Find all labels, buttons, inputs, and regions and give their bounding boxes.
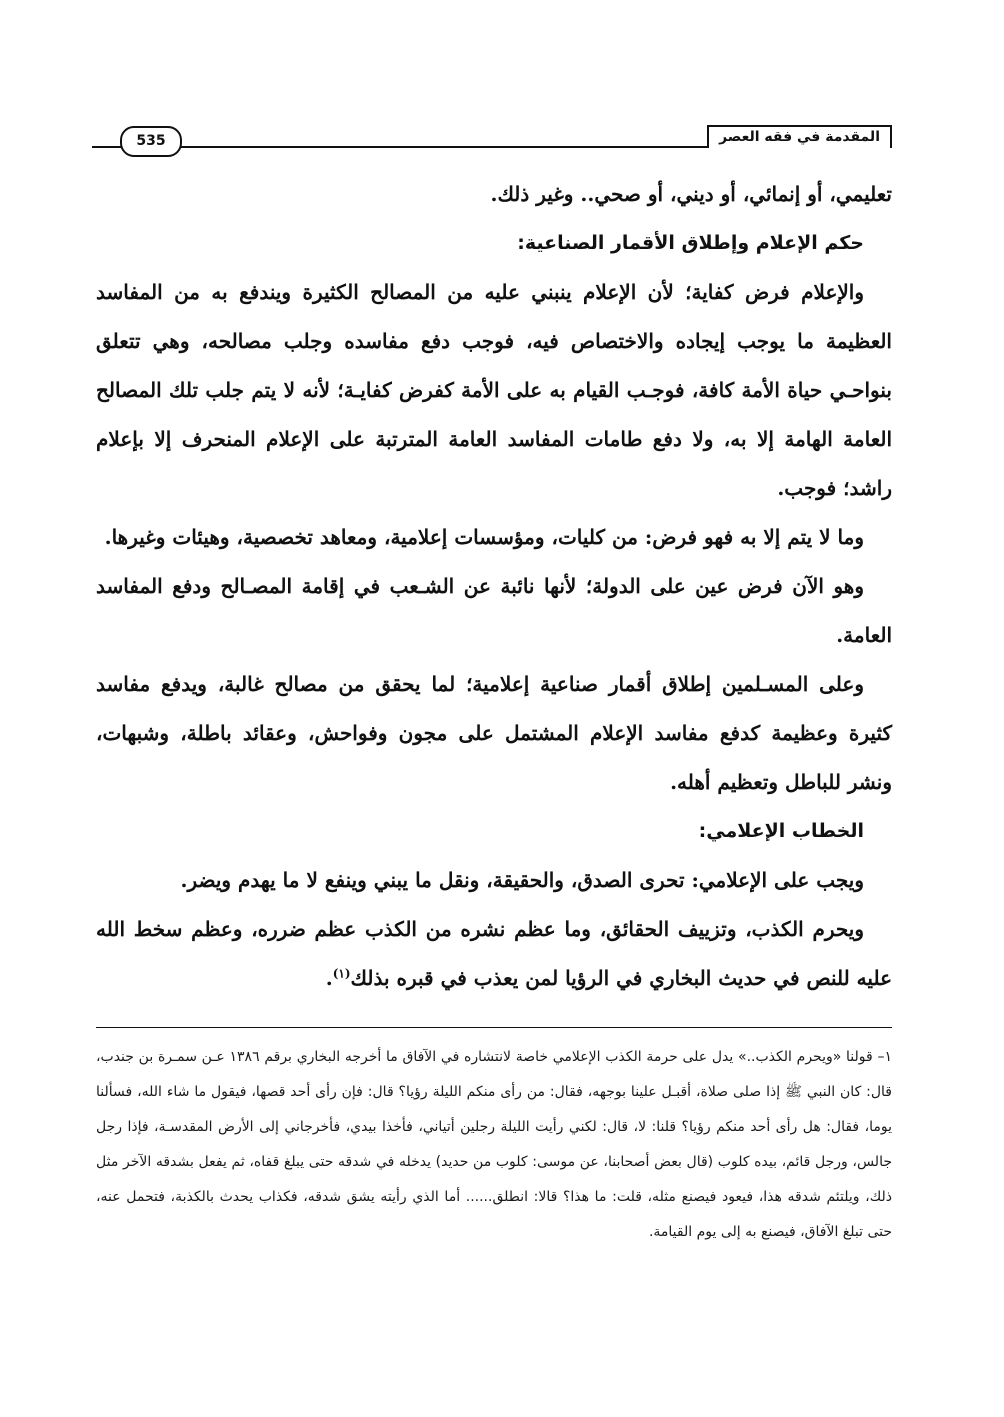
paragraph-satellites: وعلى المسـلمين إطلاق أقمار صناعية إعلامية؛ لما يحقق من مصالح غالبة، ويدفع مفاسد كثيرة وعظيمة كدفع مفاسد الإعلام المشتمل على مجون وفواحش، وعقائد باطلة، وشبهات، ونشر للباطل وتعظيم أهله. — [96, 672, 892, 794]
footnote-separator — [96, 1027, 892, 1028]
footnote-1: ١– قولنا «ويحرم الكذب..» يدل على حرمة الكذب الإعلامي خاصة لانتشاره في الآفاق ما أخرجه البخاري برقم ١٣٨٦ عـن سمـرة بن جندب، قال: كان النبي ﷺ إذا صلى صلاة، أقبـل علينا بوجهه، فقال: من رأى منكم الليلة رؤيا؟ قال: فإن رأى أحد قصها، فيقول ما شاء الله، فسألنا يوما، فقال: هل رأى أحد منكم رؤيا؟ قلنا: لا، قال: لكني رأيت الليلة رجلين أتياني، فأخذا بيدي، فأخرجاني إلى الأرض المقدسـة، فإذا رجل جالس، ورجل قائم، بيده كلوب (قال بعض أصحابنا، عن موسى: كلوب من حديد) يدخله في شدقه حتى يبلغ قفاه، ثم يفعل بشدقه الآخر مثل ذلك، ويلتئم شدقه هذا، فيعود فيصنع مثله، قلت: ما هذا؟ قالا: انطلق...... أما الذي رأيته يشق شدقه، فكذاب يحدث بالكذبة، فتحمل عنه، حتى تبلغ الآفاق، فيصنع به إلى يوم القيامة. — [96, 1049, 892, 1240]
book-title: المقدمة في فقه العصر — [707, 125, 892, 148]
footnote-reference[interactable]: (١) — [332, 966, 351, 981]
paragraph-intro: تعليمي، أو إنمائي، أو ديني، أو صحي.. وغير ذلك. — [490, 182, 892, 206]
paragraph-state-duty: وهو الآن فرض عين على الدولة؛ لأنها نائبة عن الشـعب في إقامة المصـالح ودفع المفاسد العامة. — [96, 574, 892, 647]
main-text — [96, 170, 892, 1003]
paragraph-lying-end: . — [325, 966, 333, 990]
section-heading-media-ruling: حكم الإعلام وإطلاق الأقمار الصناعية: — [517, 232, 864, 254]
paragraph-lying-prohibition — [96, 905, 892, 1003]
paragraph-truthfulness: ويجب على الإعلامي: تحرى الصدق، والحقيقة، ونقل ما يبني وينفع لا ما يهدم ويضر. — [180, 868, 864, 892]
section-heading-media-discourse: الخطاب الإعلامي: — [698, 820, 864, 842]
paragraph-lying-text: ويحرم الكذب، وتزييف الحقائق، وما عظم نشره من الكذب عظم ضرره، وعظم سخط الله عليه للنص في حديث البخاري في الرؤيا لمن يعذب في قبره بذلك — [96, 917, 892, 990]
footnotes — [96, 1040, 892, 1250]
paragraph-means: وما لا يتم إلا به فهو فرض: من كليات، ومؤسسات إعلامية، ومعاهد تخصصية، وهيئات وغيرها. — [104, 525, 864, 549]
paragraph-media-obligation: والإعلام فرض كفاية؛ لأن الإعلام ينبني عليه من المصالح الكثيرة ويندفع به من المفاسد العظيمة ما يوجب إيجاده والاختصاص فيه، فوجب دفع مفاسده وجلب مصالحه، وهي تتعلق بنواحـي حياة الأمة كافة، فوجـب القيام به على الأمة كفرض كفايـة؛ لأنه لا يتم جلب تلك المصالح العامة الهامة إلا به، ولا دفع طامات المفاسد العامة المترتبة على الإعلام المنحرف إلا بإعلام راشد؛ فوجب. — [96, 280, 892, 500]
page-number: 535 — [120, 126, 182, 157]
page-header — [92, 118, 892, 150]
